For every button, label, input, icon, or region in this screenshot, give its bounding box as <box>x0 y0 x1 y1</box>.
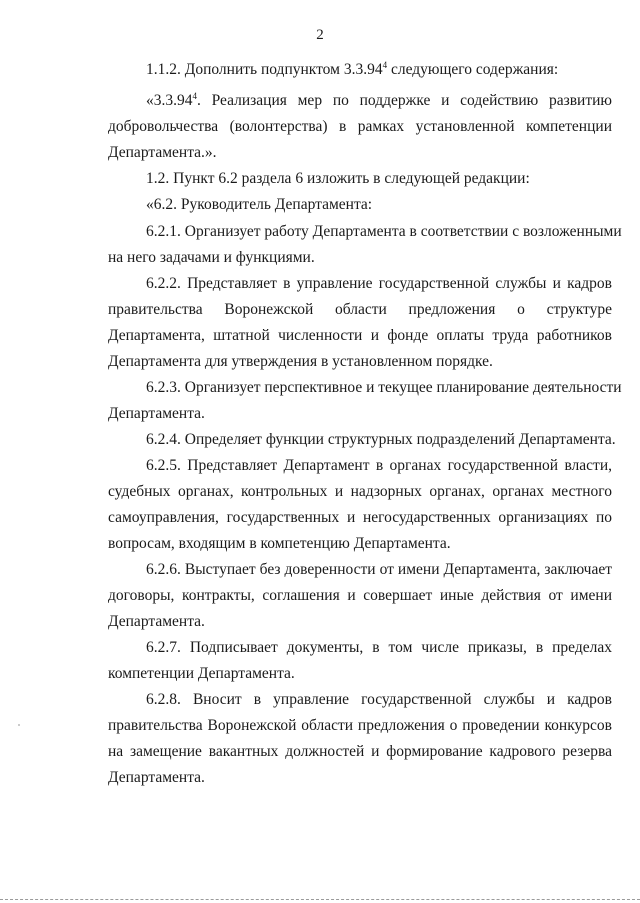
paragraph-line: Департамента, штатной численности и фонде оплаты труда работников <box>108 327 612 344</box>
paragraph-line: Департамента. <box>108 613 205 630</box>
paragraph-line: договоры, контракты, соглашения и совершает иные действия от имени <box>108 587 612 604</box>
paragraph-line: на него задачами и функциями. <box>108 249 315 266</box>
page-number: 2 <box>316 27 324 43</box>
paragraph-line: самоуправления, государственных и негосударственных организациях по <box>108 509 612 526</box>
paragraph-line: Департамента. <box>108 405 205 422</box>
paragraph-line: правительства Воронежской области предложения о структуре <box>108 301 612 318</box>
paragraph-line: добровольчества (волонтерства) в рамках установленной компетенции <box>108 118 612 135</box>
paragraph-line: 6.2.1. Организует работу Департамента в соответствии с возложенными <box>146 223 622 240</box>
paragraph-line: 6.2.4. Определяет функции структурных подразделений Департамента. <box>146 431 616 448</box>
paragraph-line: 6.2.3. Организует перспективное и текущее планирование деятельности <box>146 379 622 396</box>
scan-speck <box>18 724 20 726</box>
paragraph-line: 1.1.2. Дополнить подпунктом 3.3.94$^4$ следующего содержания: <box>146 60 559 78</box>
paragraph-line: 1.2. Пункт 6.2 раздела 6 изложить в следующей редакции: <box>146 170 530 187</box>
paragraph-line: 6.2.6. Выступает без доверенности от имени Департамента, заключает <box>146 561 612 578</box>
page-edge-line <box>0 899 640 900</box>
paragraph-line: компетенции Департамента. <box>108 665 295 682</box>
paragraph-line: 6.2.8. Вносит в управление государственной службы и кадров <box>146 691 612 708</box>
paragraph-line: Департамента для утверждения в установленном порядке. <box>108 353 493 370</box>
paragraph-line: судебных органах, контрольных и надзорных органах, органах местного <box>108 483 612 500</box>
paragraph-line: 6.2.2. Представляет в управление государственной службы и кадров <box>146 275 612 292</box>
paragraph-line: «3.3.94$^4$. Реализация мер по поддержке и содействию развитию <box>146 91 612 109</box>
paragraph-line: 6.2.5. Представляет Департамент в органах государственной власти, <box>146 457 612 474</box>
paragraph-line: правительства Воронежской области предложения о проведении конкурсов <box>108 717 612 734</box>
paragraph-line: «6.2. Руководитель Департамента: <box>146 196 373 213</box>
paragraph-line: Департамента.». <box>108 144 217 161</box>
paragraph-line: вопросам, входящим в компетенцию Департамента. <box>108 535 451 552</box>
paragraph-line: Департамента. <box>108 769 205 786</box>
paragraph-line: на замещение вакантных должностей и формирование кадрового резерва <box>108 743 612 760</box>
paragraph-line: 6.2.7. Подписывает документы, в том числе приказы, в пределах <box>146 639 612 656</box>
